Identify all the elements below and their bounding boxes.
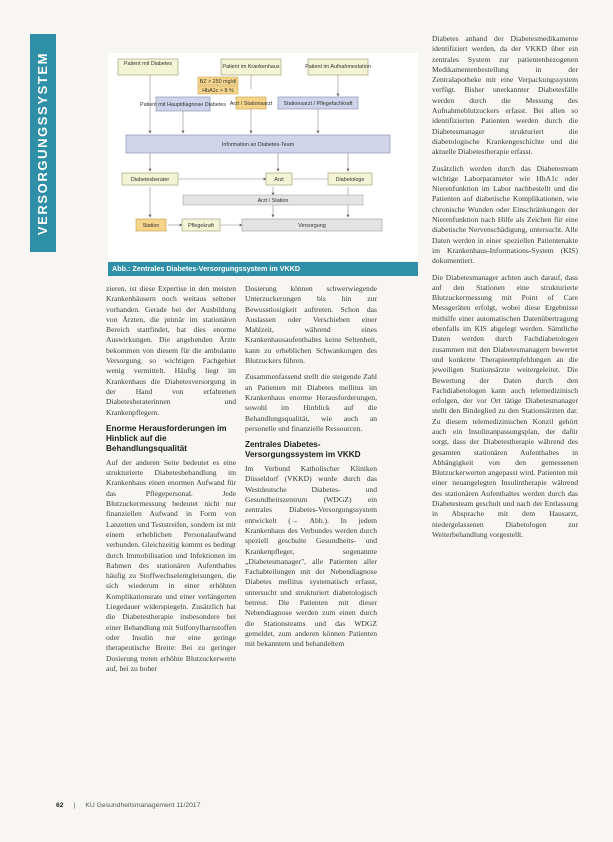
paragraph: Im Verbund Katholischer Kliniken Düsseldorf (VKKD) wurde durch das Westdeutsche Diabetes- und Gesundheitszentrum (WDGZ) ein zentrales Diabetes-Versorgungssystem entwickelt (→ Abb.). In jedem Krankenhaus des Verbundes werden durch speziell geschulte Gesundheits- und Krankenpfleger, sogenannte „Diabetesmanager", alle Patienten aller Fachabteilungen mit der Nebendiagnose Diabetes mellitus systematisch erfasst, untersucht und strukturiert diabetologisch betreut. Die Patienten mit dieser Nebendiagnose werden zum einen durch die Stationsteams und das WDGZ gemeldet, zum anderen können Patienten mit bekanntem und behandeltem: [245, 464, 377, 649]
text-column-2: [245, 284, 377, 814]
footer-separator: |: [73, 802, 76, 809]
text-column-3: [432, 34, 578, 814]
node-patient-hospital: Patient im Krankenhaus: [222, 64, 280, 70]
subheading: Zentrales Diabetes-Versorgungssystem im VKKD: [245, 440, 361, 460]
section-label-text: VERSORGUNGSSYSTEM: [35, 51, 51, 235]
diagram: [108, 53, 418, 261]
node-patient-admission: Patient im Aufnahmestation: [305, 64, 371, 70]
node-diabetologe: Diabetologe: [335, 177, 365, 183]
node-versorgung: Versorgung: [298, 223, 326, 229]
journal-name: KU Gesundheitsmanagement 11/2017: [85, 802, 201, 809]
paragraph: Diabetes anhand der Diabetesmedikamente identifiziert werden, da der VKKD über ein zentrales System zur patientenbezogenen Medikamentenbestellung in der Zentralapotheke mit eine Verpackungssystem verfügt. Bisher unerkannter Diabetesfälle werden durch die Messung des Aufnahmeblutzuckers erfasst. Bei allen so identifizierten Patienten werden durch die Diabetesmanager strukturiert die diabetologische Krankengeschichte und die aktuelle Diabetestherapie erfasst.: [432, 34, 578, 157]
node-arzt-station: Arzt / Stationsarzt: [229, 101, 273, 107]
page-footer: [56, 802, 200, 809]
paragraph: Auf der anderen Seite bedeutet es eine strukturierte Diabetesbehandlung im Krankenhaus einen enormen Aufwand für das Pflegepersonal. Jede Blutzuckermessung bedeutet nicht nur finanziellen Aufwand in Form von Lanzetten und Teststreifen, sondern ist mit einem erheblichen Personalaufwand verbunden. Gleichzeitig kommt es bedingt durch Immobilisation und Infektionen im Rahmen des stationären Aufenthaltes häufig zu Stoffwechselentgleisungen, die sich wiederum in einer erhöhten Komplikationsrate und einer verlängerten Liegedauer widerspiegeln. Zusätzlich hat die Diabetestherapie insbesondere bei einer Behandlung mit Sulfonylharnstoffen oder Insulin nur eine geringe therapeutische Breite: Bei zu geringer Dosierung treten erhöhte Blutzuckerwerte auf, bei zu hoher: [106, 457, 236, 673]
diagram-svg: [108, 53, 418, 261]
node-info-team: Information an Diabetes-Team: [221, 142, 295, 148]
text-column-1: [106, 284, 236, 814]
page-number: 62: [56, 802, 64, 809]
paragraph: zieren, ist diese Expertise in den meisten Krankenhäusern noch weitaus seltener vorhanden. Gerade bei der Ausbildung von Ärzten, die primär im stationären Bereich stattfindet, hat dies enorme Auswirkungen. Die angehenden Ärzte bekommen von diesem für die ambulante Versorgung so wichtigen Fachgebiet wenig vermittelt. Häufig liegt im Krankenhaus die Diabetesversorgung in der Hand von erfahrenen Diabetesberaterinnen und Krankenpflegern.: [106, 284, 236, 417]
subheading: Enorme Herausforderungen im Hinblick auf die Behandlungsqualität: [106, 423, 227, 453]
node-diabetesberater: Diabetesberater: [130, 177, 170, 183]
node-hba1c: HbA1c > 8 %: [202, 88, 234, 94]
node-patient-diabetes: Patient mit Diabetes: [123, 61, 173, 67]
node-arzt: Arzt: [274, 177, 284, 183]
figure-caption: Abb.: Zentrales Diabetes-Versorgungssystem im VKKD: [108, 262, 418, 276]
section-label: [30, 34, 56, 252]
paragraph: Zusammenfassend stellt die steigende Zahl an Patienten mit Diabetes mellitus im Krankenhaus enorme Herausforderungen, sowohl im Hinblick auf die Behandlungsqualität, wie auch an personelle und finanzielle Ressourcen.: [245, 372, 377, 433]
paragraph: Die Diabetesmanager achten auch darauf, dass auf den Stationen eine strukturierte Blutzuckermessung mit Point of Care Messgeräten erfolgt, wobei diese Ergebnisse mithilfe einer automatischen Datenübertragung ebenfalls im KIS abgelegt werden. Sämtliche Daten werden durch Fachdiabetologen zusammen mit den Diabetesmanagern bewertet und konkrete Therapieempfehlungen an die jeweiligen Stationsärzte weitergeleitet. Die Bewertung der Daten durch den Fachdiabetologen kann auch telemedizinisch erfolgen, der vor Ort tätige Diabetesmanager stellt den Bindeglied zu den Stationsärzten dar. Zu diesem telemedizinischen Konzil gehört auch ein Insulinanpassungsplan, der dafür sorgt, dass der Diabetestherapie während des gesamten stationären Aufenthaltes in Abhängigkeit von den gemessenen Blutzuckerwerten angepasst wird. Patienten mit einer neuangelegten Insulintherapie während des stationären Aufenthaltes werden durch das Diabetesteam geschult und nach der Entlassung in Absprache mit dem Hausarzt, niedergelassenen Diabetologen zur Weiterbehandlung vorgestellt.: [432, 272, 578, 539]
node-stationsarzt: Stationsarzt / Pflegefachkraft: [283, 101, 353, 107]
node-arzt-station-bar: Arzt / Station: [257, 198, 289, 204]
paragraph: Dosierung können schwerwiegende Unterzuckerungen bis hin zur Bewusstlosigkeit auftreten. Schon das Auslassen oder Verschieben einer Mahlzeit, während eines Krankenhausaufenthaltes keine Seltenheit, kann zu erheblichen Schwankungen des Blutzuckers führen.: [245, 284, 377, 366]
node-bz: BZ > 250 mg/dl: [199, 79, 237, 85]
node-hauptdiagnose: Patient mit Hauptdiagnose Diabetes: [139, 102, 227, 108]
node-station: Station: [142, 223, 160, 229]
node-pflegekraft: Pflegekraft: [188, 223, 214, 229]
paragraph: Zusätzlich werden durch das Diabetesteam wichtige Laborparameter wie HbA1c oder Nierenfunktion im Labor nachbestellt und die Patienten auf diabetische Komplikationen, wie chronische Wunden oder Einschränkungen der Nierenfunktion nach Hilfe als Zeichen für eine diabetische Nervenschädigung, untersucht. Alle Daten werden in einer speziellen Patientenakte im Krankenhaus-Informations-System (KIS) dokumentiert.: [432, 163, 578, 266]
